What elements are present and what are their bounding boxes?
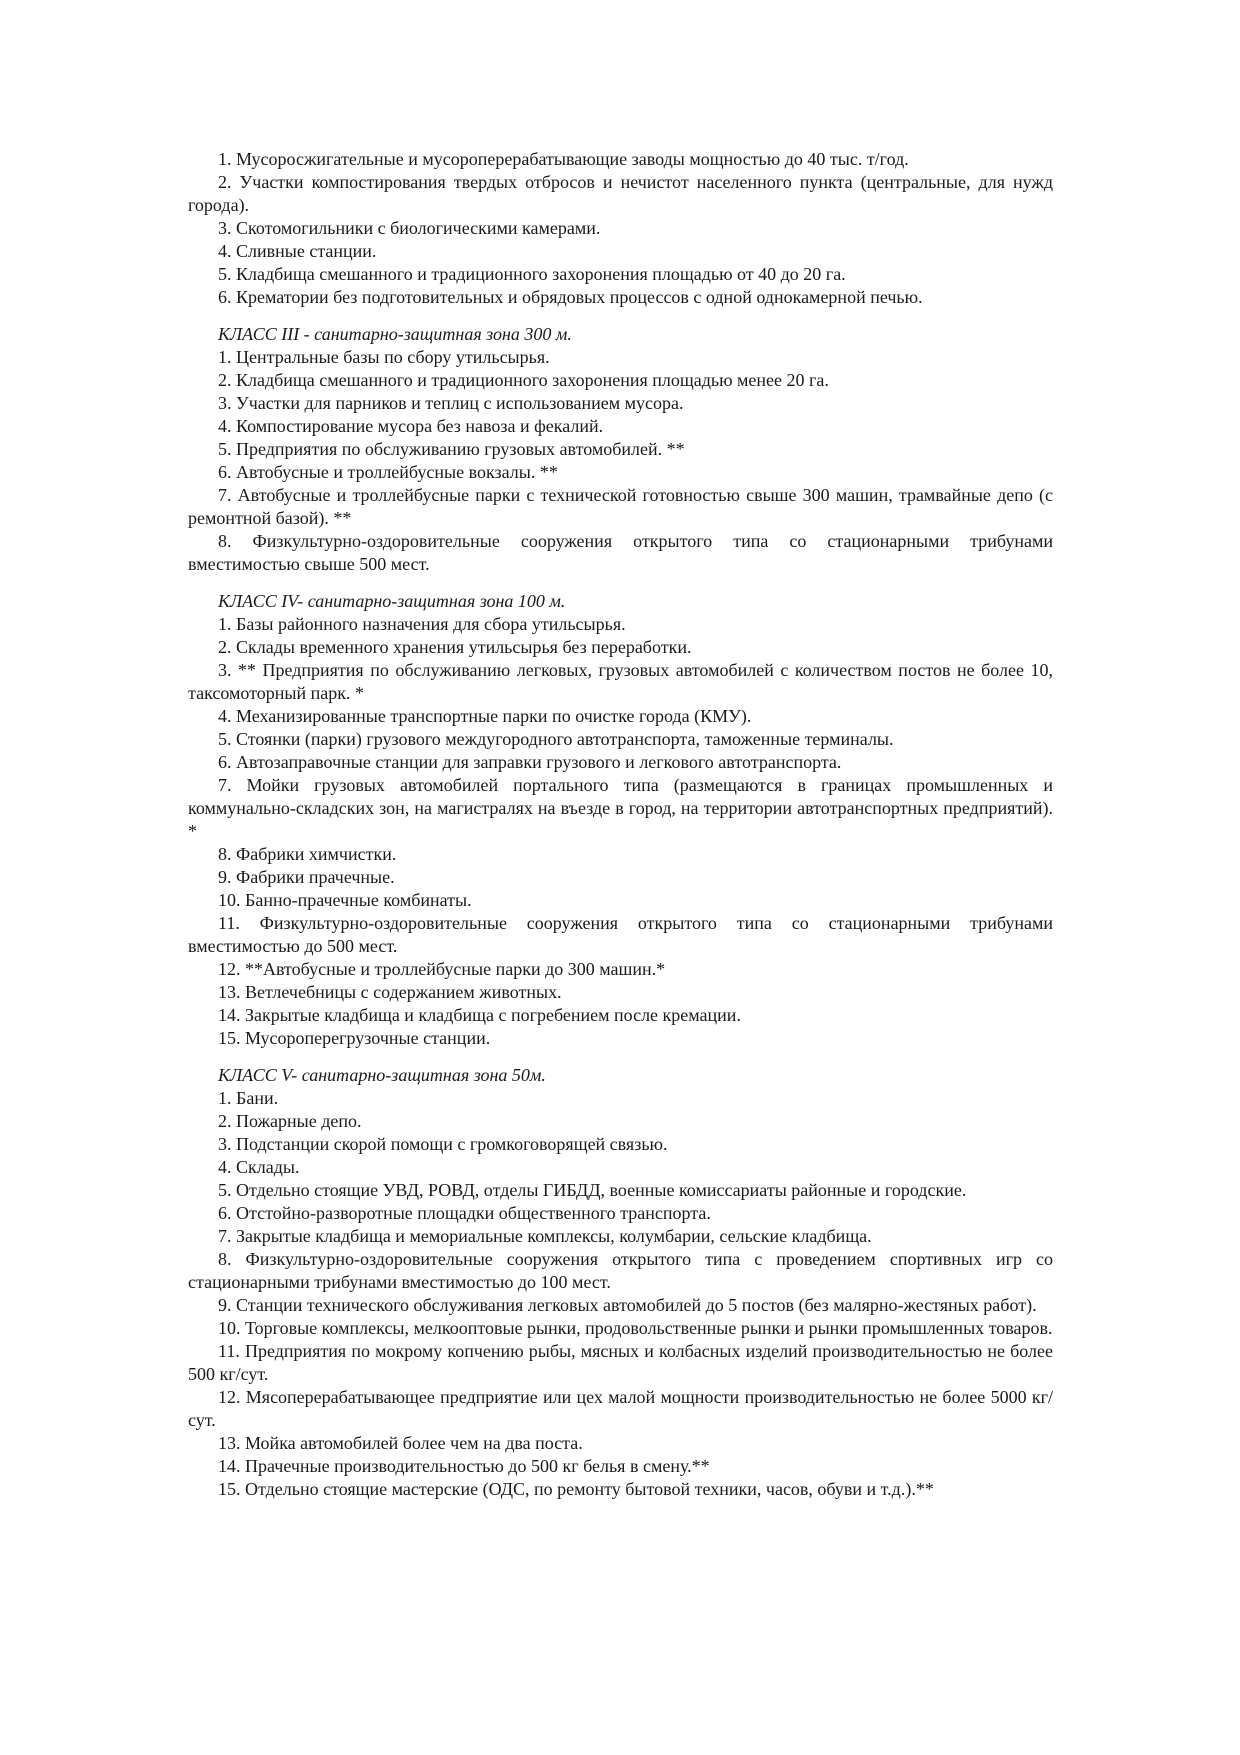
list-item: 3. Скотомогильники с биологическими камерами. xyxy=(218,218,601,238)
list-item: 4. Механизированные транспортные парки по очистке города (КМУ). xyxy=(218,706,752,726)
list-item: 4. Компостирование мусора без навоза и фекалий. xyxy=(218,416,604,436)
list-item: 9. Фабрики прачечные. xyxy=(218,867,395,887)
list-item: 5. Отдельно стоящие УВД, РОВД, отделы ГИБДД, военные комиссариаты районные и городские. xyxy=(218,1180,967,1200)
list-item: 8. Фабрики химчистки. xyxy=(218,844,397,864)
document-body xyxy=(188,148,1053,1501)
list-item: 15. Отдельно стоящие мастерские (ОДС, по ремонту бытовой техники, часов, обуви и т.д.).** xyxy=(218,1479,934,1499)
list-item: 7. Мойки грузовых автомобилей портального типа (размещаются в границах промышленных и коммунально-складских зон, на магистралях на въезде в город, на территории автотранспортных предприятий). * xyxy=(188,775,1053,841)
section-heading: КЛАСС IV- санитарно-защитная зона 100 м. xyxy=(218,591,566,611)
list-item: 12. Мясоперерабатывающее предприятие или цех малой мощности производительностью не более 5000 кг/сут. xyxy=(188,1387,1053,1430)
list-item: 8. Физкультурно-оздоровительные сооружения открытого типа со стационарными трибунами вместимостью свыше 500 мест. xyxy=(188,531,1053,574)
list-item: 13. Мойка автомобилей более чем на два поста. xyxy=(218,1433,583,1453)
list-item: 1. Бани. xyxy=(218,1088,279,1108)
list-item: 5. Предприятия по обслуживанию грузовых автомобилей. ** xyxy=(218,439,685,459)
list-item: 14. Прачечные производительностью до 500 кг белья в смену.** xyxy=(218,1456,710,1476)
list-item: 14. Закрытые кладбища и кладбища с погребением после кремации. xyxy=(218,1005,741,1025)
list-item: 2. Склады временного хранения утильсырья без переработки. xyxy=(218,637,692,657)
list-item: 2. Кладбища смешанного и традиционного захоронения площадью менее 20 га. xyxy=(218,370,829,390)
document-section xyxy=(188,323,1053,576)
list-item: 6. Отстойно-разворотные площадки общественного транспорта. xyxy=(218,1203,711,1223)
list-item: 4. Склады. xyxy=(218,1157,300,1177)
list-item: 7. Автобусные и троллейбусные парки с технической готовностью свыше 300 машин, трамвайные депо (с ремонтной базой). ** xyxy=(188,485,1053,528)
list-item: 13. Ветлечебницы с содержанием животных. xyxy=(218,982,562,1002)
list-item: 6. Автобусные и троллейбусные вокзалы. ** xyxy=(218,462,558,482)
list-item: 3. ** Предприятия по обслуживанию легковых, грузовых автомобилей с количеством постов не более 10, таксомоторный парк. * xyxy=(188,660,1053,703)
list-item: 2. Пожарные депо. xyxy=(218,1111,362,1131)
list-item: 11. Предприятия по мокрому копчению рыбы, мясных и колбасных изделий производительностью не более 500 кг/сут. xyxy=(188,1341,1053,1384)
list-item: 1. Базы районного назначения для сбора утильсырья. xyxy=(218,614,626,634)
list-item: 3. Участки для парников и теплиц с использованием мусора. xyxy=(218,393,684,413)
list-item: 6. Автозаправочные станции для заправки грузового и легкового автотранспорта. xyxy=(218,752,842,772)
document-section xyxy=(188,148,1053,309)
list-item: 10. Банно-прачечные комбинаты. xyxy=(218,890,472,910)
list-item: 15. Мусороперегрузочные станции. xyxy=(218,1028,491,1048)
section-heading: КЛАСС V- санитарно-защитная зона 50м. xyxy=(218,1065,546,1085)
list-item: 4. Сливные станции. xyxy=(218,241,377,261)
section-heading: КЛАСС III - санитарно-защитная зона 300 м. xyxy=(218,324,572,344)
list-item: 5. Кладбища смешанного и традиционного захоронения площадью от 40 до 20 га. xyxy=(218,264,846,284)
list-item: 6. Крематории без подготовительных и обрядовых процессов с одной однокамерной печью. xyxy=(218,287,923,307)
list-item: 5. Стоянки (парки) грузового междугородного автотранспорта, таможенные терминалы. xyxy=(218,729,894,749)
document-section xyxy=(188,590,1053,1050)
document-page xyxy=(188,148,1053,1501)
list-item: 3. Подстанции скорой помощи с громкоговорящей связью. xyxy=(218,1134,668,1154)
list-item: 1. Центральные базы по сбору утильсырья. xyxy=(218,347,550,367)
list-item: 8. Физкультурно-оздоровительные сооружения открытого типа с проведением спортивных игр со стационарными трибунами вместимостью до 100 мест. xyxy=(188,1249,1053,1292)
list-item: 12. **Автобусные и троллейбусные парки до 300 машин.* xyxy=(218,959,666,979)
list-item: 2. Участки компостирования твердых отбросов и нечистот населенного пункта (центральные, для нужд города). xyxy=(188,172,1053,215)
list-item: 10. Торговые комплексы, мелкооптовые рынки, продовольственные рынки и рынки промышленных товаров. xyxy=(218,1318,1053,1338)
list-item: 9. Станции технического обслуживания легковых автомобилей до 5 постов (без малярно-жестяных работ). xyxy=(218,1295,1037,1315)
list-item: 11. Физкультурно-оздоровительные сооружения открытого типа со стационарными трибунами вместимостью до 500 мест. xyxy=(188,913,1053,956)
document-section xyxy=(188,1064,1053,1501)
list-item: 1. Мусоросжигательные и мусороперерабатывающие заводы мощностью до 40 тыс. т/год. xyxy=(218,149,909,169)
list-item: 7. Закрытые кладбища и мемориальные комплексы, колумбарии, сельские кладбища. xyxy=(218,1226,872,1246)
